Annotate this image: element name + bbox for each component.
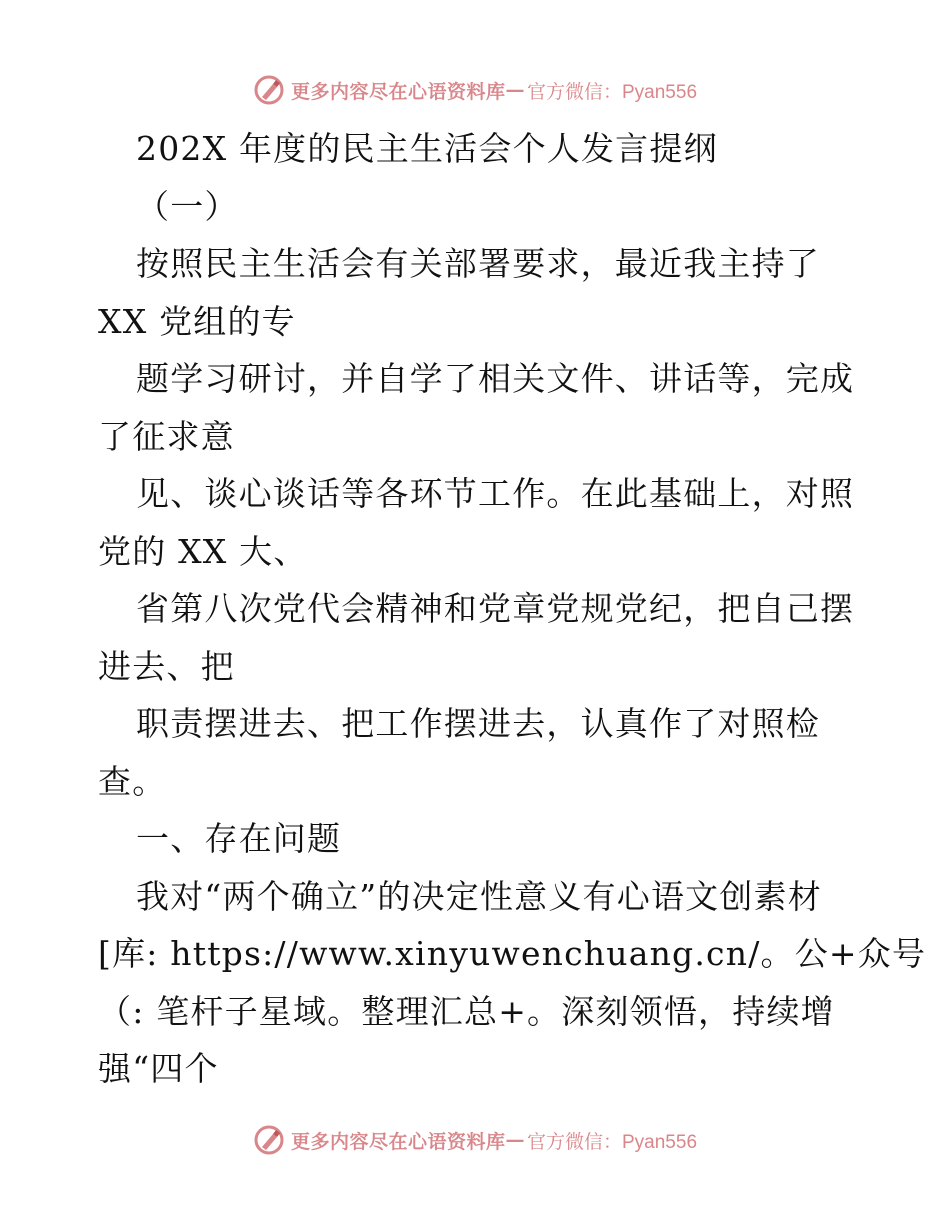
text-line: 按照民主生活会有关部署要求，最近我主持了 [136,244,820,283]
section-number: （一） [136,186,239,226]
text-line: 党的 XX 大、 [98,531,308,571]
watermark-dash: — [505,79,525,101]
watermark-right-text: 官方微信：Pyan556 [527,81,698,103]
text-line: 见、谈心谈话等各环节工作。在此基础上，对照 [136,474,855,513]
header-watermark [0,70,950,110]
watermark-left-text: 更多内容尽在心语资料库 [290,80,506,103]
text-line: XX 党组的专 [98,301,296,341]
text-line: 了征求意 [98,416,235,456]
document-body [98,120,927,1098]
footer-watermark [0,1120,950,1160]
section-heading: 一、存在问题 [136,819,342,858]
watermark-left-text: 更多内容尽在心语资料库 [290,1130,506,1153]
pen-logo-icon [253,74,285,106]
text-line: （: 笔杆子星域。整理汇总+。深刻领悟，持续增 [98,991,835,1031]
watermark-dash: — [505,1129,525,1151]
watermark-right-text: 官方微信：Pyan556 [527,1131,698,1153]
text-line: 省第八次党代会精神和党章党规党纪，把自己摆 [136,589,855,628]
text-line: 题学习研讨，并自学了相关文件、讲话等，完成 [136,359,855,398]
text-line: 强“四个 [98,1049,219,1088]
document-title: 202X 年度的民主生活会个人发言提纲 [136,129,718,168]
text-line: 查。 [98,761,167,801]
text-line: 我对“两个确立”的决定性意义有心语文创素材 [136,876,822,916]
text-line: 进去、把 [98,646,235,686]
text-line: 职责摆进去、把工作摆进去，认真作了对照检 [136,704,820,743]
pen-logo-icon [253,1124,285,1156]
text-line: [库: https://www.xinyuwenchuang.cn/。公+众号 [98,934,927,973]
